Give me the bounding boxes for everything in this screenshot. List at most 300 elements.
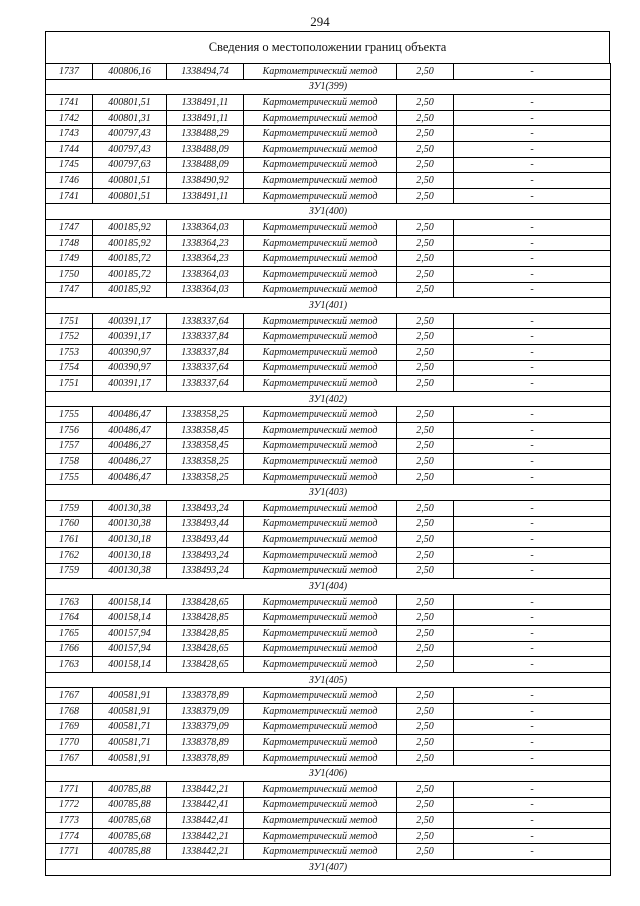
note-cell: - <box>454 719 611 735</box>
accuracy-cell: 2,50 <box>397 454 454 470</box>
table-row <box>46 110 611 126</box>
table-row <box>46 735 611 751</box>
x-coordinate-cell: 400391,17 <box>93 376 167 392</box>
x-coordinate-cell: 400581,71 <box>93 735 167 751</box>
y-coordinate-cell: 1338428,65 <box>167 641 244 657</box>
section-label: ЗУ1(407) <box>46 860 611 876</box>
x-coordinate-cell: 400797,43 <box>93 126 167 142</box>
table-row <box>46 235 611 251</box>
note-cell: - <box>454 360 611 376</box>
point-number-cell: 1761 <box>46 532 93 548</box>
table-row <box>46 173 611 189</box>
note-cell: - <box>454 563 611 579</box>
table-row <box>46 828 611 844</box>
accuracy-cell: 2,50 <box>397 813 454 829</box>
note-cell: - <box>454 407 611 423</box>
x-coordinate-cell: 400785,88 <box>93 844 167 860</box>
accuracy-cell: 2,50 <box>397 423 454 439</box>
point-number-cell: 1767 <box>46 688 93 704</box>
method-cell: Картометрический метод <box>244 438 397 454</box>
method-cell: Картометрический метод <box>244 688 397 704</box>
point-number-cell: 1742 <box>46 110 93 126</box>
x-coordinate-cell: 400486,27 <box>93 454 167 470</box>
accuracy-cell: 2,50 <box>397 563 454 579</box>
method-cell: Картометрический метод <box>244 797 397 813</box>
y-coordinate-cell: 1338428,65 <box>167 594 244 610</box>
y-coordinate-cell: 1338337,84 <box>167 329 244 345</box>
note-cell: - <box>454 797 611 813</box>
accuracy-cell: 2,50 <box>397 516 454 532</box>
y-coordinate-cell: 1338337,64 <box>167 376 244 392</box>
note-cell: - <box>454 625 611 641</box>
y-coordinate-cell: 1338378,89 <box>167 735 244 751</box>
table-row <box>46 469 611 485</box>
x-coordinate-cell: 400185,92 <box>93 235 167 251</box>
y-coordinate-cell: 1338493,24 <box>167 547 244 563</box>
note-cell: - <box>454 266 611 282</box>
y-coordinate-cell: 1338379,09 <box>167 719 244 735</box>
accuracy-cell: 2,50 <box>397 251 454 267</box>
y-coordinate-cell: 1338364,03 <box>167 266 244 282</box>
y-coordinate-cell: 1338358,45 <box>167 438 244 454</box>
method-cell: Картометрический метод <box>244 313 397 329</box>
x-coordinate-cell: 400801,51 <box>93 173 167 189</box>
note-cell: - <box>454 469 611 485</box>
x-coordinate-cell: 400797,63 <box>93 157 167 173</box>
point-number-cell: 1745 <box>46 157 93 173</box>
table-row <box>46 344 611 360</box>
point-number-cell: 1756 <box>46 423 93 439</box>
accuracy-cell: 2,50 <box>397 188 454 204</box>
accuracy-cell: 2,50 <box>397 625 454 641</box>
accuracy-cell: 2,50 <box>397 501 454 517</box>
accuracy-cell: 2,50 <box>397 126 454 142</box>
note-cell: - <box>454 376 611 392</box>
section-row <box>46 766 611 782</box>
x-coordinate-cell: 400130,38 <box>93 516 167 532</box>
accuracy-cell: 2,50 <box>397 688 454 704</box>
note-cell: - <box>454 657 611 673</box>
method-cell: Картометрический метод <box>244 220 397 236</box>
table-row <box>46 516 611 532</box>
y-coordinate-cell: 1338442,21 <box>167 844 244 860</box>
method-cell: Картометрический метод <box>244 610 397 626</box>
method-cell: Картометрический метод <box>244 516 397 532</box>
y-coordinate-cell: 1338337,64 <box>167 360 244 376</box>
y-coordinate-cell: 1338488,09 <box>167 142 244 158</box>
table-row <box>46 360 611 376</box>
note-cell: - <box>454 688 611 704</box>
y-coordinate-cell: 1338488,29 <box>167 126 244 142</box>
point-number-cell: 1751 <box>46 376 93 392</box>
x-coordinate-cell: 400185,92 <box>93 282 167 298</box>
table-row <box>46 313 611 329</box>
point-number-cell: 1759 <box>46 501 93 517</box>
x-coordinate-cell: 400158,14 <box>93 657 167 673</box>
accuracy-cell: 2,50 <box>397 173 454 189</box>
table-row <box>46 438 611 454</box>
x-coordinate-cell: 400785,88 <box>93 782 167 798</box>
table-row <box>46 532 611 548</box>
point-number-cell: 1772 <box>46 797 93 813</box>
accuracy-cell: 2,50 <box>397 750 454 766</box>
table-row <box>46 282 611 298</box>
point-number-cell: 1768 <box>46 703 93 719</box>
accuracy-cell: 2,50 <box>397 344 454 360</box>
method-cell: Картометрический метод <box>244 735 397 751</box>
accuracy-cell: 2,50 <box>397 360 454 376</box>
note-cell: - <box>454 532 611 548</box>
point-number-cell: 1752 <box>46 329 93 345</box>
note-cell: - <box>454 157 611 173</box>
note-cell: - <box>454 235 611 251</box>
method-cell: Картометрический метод <box>244 547 397 563</box>
note-cell: - <box>454 142 611 158</box>
x-coordinate-cell: 400130,18 <box>93 547 167 563</box>
note-cell: - <box>454 313 611 329</box>
point-number-cell: 1759 <box>46 563 93 579</box>
method-cell: Картометрический метод <box>244 782 397 798</box>
table-row <box>46 423 611 439</box>
y-coordinate-cell: 1338488,09 <box>167 157 244 173</box>
method-cell: Картометрический метод <box>244 329 397 345</box>
table-row <box>46 329 611 345</box>
accuracy-cell: 2,50 <box>397 329 454 345</box>
note-cell: - <box>454 344 611 360</box>
y-coordinate-cell: 1338379,09 <box>167 703 244 719</box>
table-row <box>46 501 611 517</box>
table-row <box>46 188 611 204</box>
method-cell: Картометрический метод <box>244 844 397 860</box>
method-cell: Картометрический метод <box>244 454 397 470</box>
method-cell: Картометрический метод <box>244 142 397 158</box>
point-number-cell: 1741 <box>46 95 93 111</box>
method-cell: Картометрический метод <box>244 750 397 766</box>
note-cell: - <box>454 110 611 126</box>
accuracy-cell: 2,50 <box>397 735 454 751</box>
method-cell: Картометрический метод <box>244 360 397 376</box>
section-label: ЗУ1(404) <box>46 579 611 595</box>
y-coordinate-cell: 1338358,25 <box>167 454 244 470</box>
note-cell: - <box>454 173 611 189</box>
x-coordinate-cell: 400185,72 <box>93 251 167 267</box>
accuracy-cell: 2,50 <box>397 844 454 860</box>
table-header: Сведения о местоположении границ объекта <box>45 31 610 63</box>
x-coordinate-cell: 400785,68 <box>93 813 167 829</box>
note-cell: - <box>454 126 611 142</box>
table-row <box>46 157 611 173</box>
x-coordinate-cell: 400130,38 <box>93 501 167 517</box>
note-cell: - <box>454 95 611 111</box>
accuracy-cell: 2,50 <box>397 547 454 563</box>
table-row <box>46 625 611 641</box>
table-row <box>46 376 611 392</box>
y-coordinate-cell: 1338337,64 <box>167 313 244 329</box>
x-coordinate-cell: 400390,97 <box>93 344 167 360</box>
note-cell: - <box>454 610 611 626</box>
y-coordinate-cell: 1338428,85 <box>167 610 244 626</box>
y-coordinate-cell: 1338493,44 <box>167 516 244 532</box>
point-number-cell: 1763 <box>46 594 93 610</box>
table-row <box>46 126 611 142</box>
table-row <box>46 703 611 719</box>
y-coordinate-cell: 1338490,92 <box>167 173 244 189</box>
accuracy-cell: 2,50 <box>397 220 454 236</box>
accuracy-cell: 2,50 <box>397 782 454 798</box>
page-number: 294 <box>310 14 330 29</box>
section-label: ЗУ1(402) <box>46 391 611 407</box>
point-number-cell: 1747 <box>46 282 93 298</box>
section-row <box>46 579 611 595</box>
note-cell: - <box>454 329 611 345</box>
point-number-cell: 1746 <box>46 173 93 189</box>
point-number-cell: 1763 <box>46 657 93 673</box>
y-coordinate-cell: 1338491,11 <box>167 110 244 126</box>
section-label: ЗУ1(405) <box>46 672 611 688</box>
table-row <box>46 610 611 626</box>
point-number-cell: 1757 <box>46 438 93 454</box>
x-coordinate-cell: 400581,91 <box>93 750 167 766</box>
y-coordinate-cell: 1338428,65 <box>167 657 244 673</box>
note-cell: - <box>454 735 611 751</box>
point-number-cell: 1758 <box>46 454 93 470</box>
point-number-cell: 1767 <box>46 750 93 766</box>
note-cell: - <box>454 782 611 798</box>
note-cell: - <box>454 501 611 517</box>
table-row <box>46 64 611 80</box>
note-cell: - <box>454 438 611 454</box>
x-coordinate-cell: 400806,16 <box>93 64 167 80</box>
table-row <box>46 797 611 813</box>
table-row <box>46 688 611 704</box>
y-coordinate-cell: 1338493,44 <box>167 532 244 548</box>
note-cell: - <box>454 641 611 657</box>
accuracy-cell: 2,50 <box>397 641 454 657</box>
note-cell: - <box>454 594 611 610</box>
accuracy-cell: 2,50 <box>397 594 454 610</box>
x-coordinate-cell: 400130,38 <box>93 563 167 579</box>
table-row <box>46 844 611 860</box>
point-number-cell: 1773 <box>46 813 93 829</box>
table-row <box>46 813 611 829</box>
table-row <box>46 220 611 236</box>
x-coordinate-cell: 400785,68 <box>93 828 167 844</box>
x-coordinate-cell: 400391,17 <box>93 329 167 345</box>
accuracy-cell: 2,50 <box>397 142 454 158</box>
x-coordinate-cell: 400801,31 <box>93 110 167 126</box>
method-cell: Картометрический метод <box>244 594 397 610</box>
accuracy-cell: 2,50 <box>397 376 454 392</box>
point-number-cell: 1749 <box>46 251 93 267</box>
section-row <box>46 391 611 407</box>
y-coordinate-cell: 1338442,41 <box>167 797 244 813</box>
point-number-cell: 1747 <box>46 220 93 236</box>
y-coordinate-cell: 1338378,89 <box>167 688 244 704</box>
table-row <box>46 750 611 766</box>
note-cell: - <box>454 423 611 439</box>
method-cell: Картометрический метод <box>244 95 397 111</box>
y-coordinate-cell: 1338364,03 <box>167 220 244 236</box>
accuracy-cell: 2,50 <box>397 282 454 298</box>
point-number-cell: 1744 <box>46 142 93 158</box>
y-coordinate-cell: 1338358,25 <box>167 407 244 423</box>
accuracy-cell: 2,50 <box>397 828 454 844</box>
section-row <box>46 672 611 688</box>
accuracy-cell: 2,50 <box>397 407 454 423</box>
method-cell: Картометрический метод <box>244 251 397 267</box>
method-cell: Картометрический метод <box>244 235 397 251</box>
x-coordinate-cell: 400486,47 <box>93 423 167 439</box>
y-coordinate-cell: 1338494,74 <box>167 64 244 80</box>
method-cell: Картометрический метод <box>244 423 397 439</box>
method-cell: Картометрический метод <box>244 532 397 548</box>
method-cell: Картометрический метод <box>244 157 397 173</box>
point-number-cell: 1771 <box>46 844 93 860</box>
table-row <box>46 454 611 470</box>
method-cell: Картометрический метод <box>244 376 397 392</box>
accuracy-cell: 2,50 <box>397 235 454 251</box>
y-coordinate-cell: 1338364,23 <box>167 251 244 267</box>
method-cell: Картометрический метод <box>244 173 397 189</box>
y-coordinate-cell: 1338358,45 <box>167 423 244 439</box>
y-coordinate-cell: 1338358,25 <box>167 469 244 485</box>
method-cell: Картометрический метод <box>244 407 397 423</box>
method-cell: Картометрический метод <box>244 469 397 485</box>
table-row <box>46 594 611 610</box>
section-label: ЗУ1(403) <box>46 485 611 501</box>
point-number-cell: 1770 <box>46 735 93 751</box>
accuracy-cell: 2,50 <box>397 64 454 80</box>
accuracy-cell: 2,50 <box>397 110 454 126</box>
method-cell: Картометрический метод <box>244 282 397 298</box>
note-cell: - <box>454 188 611 204</box>
x-coordinate-cell: 400581,91 <box>93 703 167 719</box>
section-row <box>46 485 611 501</box>
y-coordinate-cell: 1338442,41 <box>167 813 244 829</box>
y-coordinate-cell: 1338337,84 <box>167 344 244 360</box>
x-coordinate-cell: 400486,47 <box>93 469 167 485</box>
method-cell: Картометрический метод <box>244 703 397 719</box>
x-coordinate-cell: 400486,27 <box>93 438 167 454</box>
table-row <box>46 251 611 267</box>
y-coordinate-cell: 1338428,85 <box>167 625 244 641</box>
point-number-cell: 1764 <box>46 610 93 626</box>
x-coordinate-cell: 400486,47 <box>93 407 167 423</box>
x-coordinate-cell: 400391,17 <box>93 313 167 329</box>
accuracy-cell: 2,50 <box>397 266 454 282</box>
point-number-cell: 1765 <box>46 625 93 641</box>
note-cell: - <box>454 516 611 532</box>
x-coordinate-cell: 400185,72 <box>93 266 167 282</box>
method-cell: Картометрический метод <box>244 126 397 142</box>
note-cell: - <box>454 703 611 719</box>
accuracy-cell: 2,50 <box>397 157 454 173</box>
section-label: ЗУ1(406) <box>46 766 611 782</box>
note-cell: - <box>454 813 611 829</box>
point-number-cell: 1737 <box>46 64 93 80</box>
accuracy-cell: 2,50 <box>397 469 454 485</box>
method-cell: Картометрический метод <box>244 266 397 282</box>
point-number-cell: 1774 <box>46 828 93 844</box>
y-coordinate-cell: 1338442,21 <box>167 828 244 844</box>
note-cell: - <box>454 750 611 766</box>
boundary-table-sheet <box>45 31 610 876</box>
table-row <box>46 547 611 563</box>
y-coordinate-cell: 1338442,21 <box>167 782 244 798</box>
accuracy-cell: 2,50 <box>397 703 454 719</box>
section-row <box>46 204 611 220</box>
note-cell: - <box>454 454 611 470</box>
section-label: ЗУ1(400) <box>46 204 611 220</box>
y-coordinate-cell: 1338364,03 <box>167 282 244 298</box>
x-coordinate-cell: 400785,88 <box>93 797 167 813</box>
section-row <box>46 79 611 95</box>
point-number-cell: 1741 <box>46 188 93 204</box>
y-coordinate-cell: 1338493,24 <box>167 563 244 579</box>
note-cell: - <box>454 220 611 236</box>
note-cell: - <box>454 844 611 860</box>
table-row <box>46 407 611 423</box>
point-number-cell: 1748 <box>46 235 93 251</box>
table-row <box>46 95 611 111</box>
accuracy-cell: 2,50 <box>397 657 454 673</box>
x-coordinate-cell: 400158,14 <box>93 610 167 626</box>
y-coordinate-cell: 1338378,89 <box>167 750 244 766</box>
accuracy-cell: 2,50 <box>397 532 454 548</box>
table-row <box>46 266 611 282</box>
note-cell: - <box>454 282 611 298</box>
point-number-cell: 1755 <box>46 469 93 485</box>
point-number-cell: 1760 <box>46 516 93 532</box>
table-row <box>46 142 611 158</box>
point-number-cell: 1771 <box>46 782 93 798</box>
method-cell: Картометрический метод <box>244 719 397 735</box>
x-coordinate-cell: 400157,94 <box>93 641 167 657</box>
section-label: ЗУ1(399) <box>46 79 611 95</box>
x-coordinate-cell: 400158,14 <box>93 594 167 610</box>
x-coordinate-cell: 400801,51 <box>93 95 167 111</box>
x-coordinate-cell: 400581,91 <box>93 688 167 704</box>
x-coordinate-cell: 400581,71 <box>93 719 167 735</box>
point-number-cell: 1769 <box>46 719 93 735</box>
point-number-cell: 1750 <box>46 266 93 282</box>
section-row <box>46 860 611 876</box>
x-coordinate-cell: 400157,94 <box>93 625 167 641</box>
table-row <box>46 719 611 735</box>
method-cell: Картометрический метод <box>244 657 397 673</box>
coordinates-table-body <box>46 64 611 876</box>
coordinates-table <box>45 63 611 876</box>
method-cell: Картометрический метод <box>244 828 397 844</box>
table-row <box>46 563 611 579</box>
accuracy-cell: 2,50 <box>397 797 454 813</box>
point-number-cell: 1755 <box>46 407 93 423</box>
method-cell: Картометрический метод <box>244 563 397 579</box>
note-cell: - <box>454 64 611 80</box>
method-cell: Картометрический метод <box>244 344 397 360</box>
section-row <box>46 298 611 314</box>
accuracy-cell: 2,50 <box>397 313 454 329</box>
method-cell: Картометрический метод <box>244 64 397 80</box>
table-row <box>46 641 611 657</box>
y-coordinate-cell: 1338364,23 <box>167 235 244 251</box>
method-cell: Картометрический метод <box>244 501 397 517</box>
method-cell: Картометрический метод <box>244 625 397 641</box>
x-coordinate-cell: 400801,51 <box>93 188 167 204</box>
point-number-cell: 1754 <box>46 360 93 376</box>
method-cell: Картометрический метод <box>244 110 397 126</box>
point-number-cell: 1766 <box>46 641 93 657</box>
